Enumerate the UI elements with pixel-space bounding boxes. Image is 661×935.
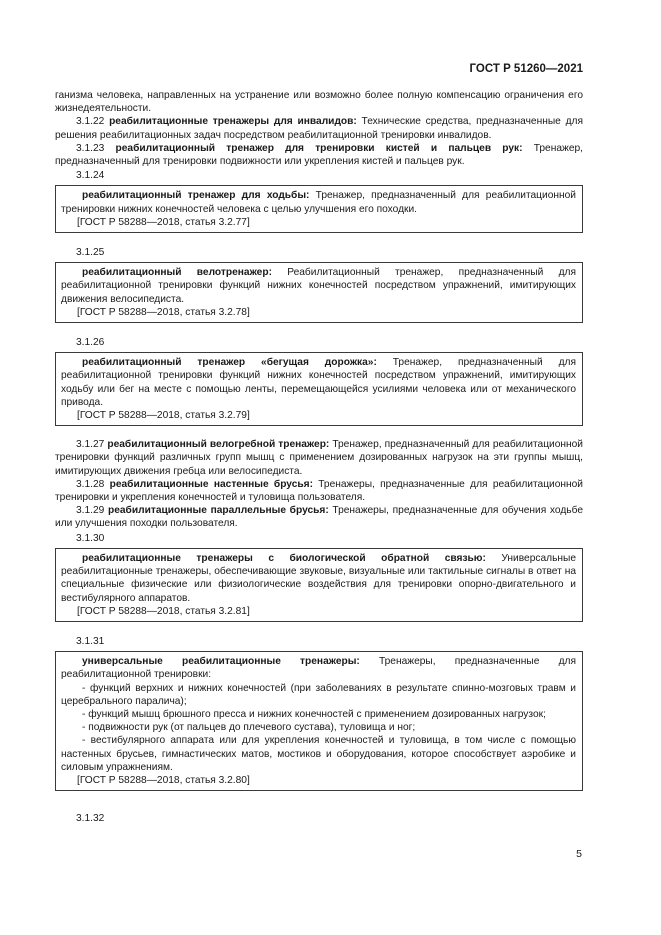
page-content [55,89,583,825]
reference: [ГОСТ Р 58288—2018, статья 3.2.79] [77,410,250,422]
term-box-3-1-25: реабилитационный велотренажер: Реабилитационный тренажер, предназначенный для реабилитационной тренировки функций нижних конечностей посредством упражнений, имитирующих движения велосипедиста. [ГОСТ Р 58288—2018, статья 3.2.78] [55,262,583,323]
list-item: - подвижности рук (от пальцев до плечевого сустава), туловища и ног; [82,722,416,734]
intro-text: ганизма человека, направленных на устранение или возможно более полную компенсацию ограничения его жизнедеятельности. [55,90,583,115]
term-3-1-28: 3.1.28 реабилитационные настенные брусья: Тренажеры, предназначенные для реабилитационной тренировки и укрепления конечностей и туловища пользователя. [55,478,583,504]
list-item: - функций мышц брюшного пресса и нижних конечностей с применением дозированных нагрузок; [82,708,546,720]
term-box-3-1-24: реабилитационный тренажер для ходьбы: Тренажер, предназначенный для реабилитационной тренировки нижних конечностей человека с целью улучшения его походки. [ГОСТ Р 58288—2018, статья 3.2.77] [55,185,583,233]
list-item: - вестибулярного аппарата или для укрепления конечностей и туловища, в том числе с помощью настенных брусьев, гимнастических матов, мостиков и оборудования, которое способствует аэробике и силовым упражнениям. [61,735,576,773]
term-number: 3.1.24 [76,170,105,182]
term-number: 3.1.26 [76,337,105,349]
term-box-3-1-26: реабилитационный тренажер «бегущая дорожка»: Тренажер, предназначенный для реабилитационной тренировки функций нижних конечностей посредством упражнений, имитирующих ходьбу или бег на месте с помощью ленты, перемещающейся усилиями человека или от механического привода. [ГОСТ Р 58288—2018, статья 3.2.79] [55,352,583,426]
term-number: 3.1.31 [76,635,105,647]
page-number: 5 [576,848,582,860]
reference: [ГОСТ Р 58288—2018, статья 3.2.81] [77,605,250,617]
reference: [ГОСТ Р 58288—2018, статья 3.2.77] [77,216,250,228]
term-3-1-22: 3.1.22 реабилитационные тренажеры для инвалидов: Технические средства, предназначенные для решения реабилитационных задач посредством реабилитационной тренировки инвалидов. [55,116,583,141]
document-id: ГОСТ Р 51260—2021 [469,63,583,75]
reference: [ГОСТ Р 58288—2018, статья 3.2.78] [77,306,250,318]
term-3-1-27: 3.1.27 реабилитационный велогребной тренажер: Тренажер, предназначенный для реабилитационной тренировки функций различных групп мышц с применением дозированных нагрузок на эти группы мышц, имитирующих движения гребца или велосипедиста. [55,439,583,477]
term-box-3-1-30: реабилитационные тренажеры с биологической обратной связью: Универсальные реабилитационные тренажеры, обеспечивающие звуковые, визуальные или тактильные сигналы в ответ на специальные физические или физиологические воздействия для тренировки опорно-двигательного и вестибулярного аппаратов. [ГОСТ Р 58288—2018, статья 3.2.81] [55,548,583,622]
reference: [ГОСТ Р 58288—2018, статья 3.2.80] [77,774,250,786]
term-number: 3.1.25 [76,247,105,259]
term-3-1-23: 3.1.23 реабилитационный тренажер для тренировки кистей и пальцев рук: Тренажер, предназначенный для тренировки подвижности или укрепления кистей и пальцев рук. [55,142,583,168]
term-3-1-29: 3.1.29 реабилитационные параллельные брусья: Тренажеры, предназначенные для обучения ходьбе или улучшения походки пользователя. [55,505,583,530]
term-number: 3.1.32 [76,813,105,825]
term-box-3-1-31: универсальные реабилитационные тренажеры: Тренажеры, предназначенные для реабилитационной тренировки: - функций верхних и нижних конечностей (при заболеваниях в результате спинно-мозговых травм и церебрального паралича); - функций мышц брюшного пресса и нижних конечностей с применением дозированных нагрузок; - подвижности рук (от пальцев до плечевого сустава), туловища и ног; - вестибулярного аппарата или для укрепления конечностей и туловища, в том числе с помощью настенных брусьев, гимнастических матов, мостиков и оборудования, которое способствует аэробике и силовым упражнениям. [ГОСТ Р 58288—2018, статья 3.2.80] [55,651,583,791]
term-number: 3.1.30 [76,532,105,544]
list-item: - функций верхних и нижних конечностей (при заболеваниях в результате спинно-мозговых травм и церебрального паралича); [61,682,576,707]
